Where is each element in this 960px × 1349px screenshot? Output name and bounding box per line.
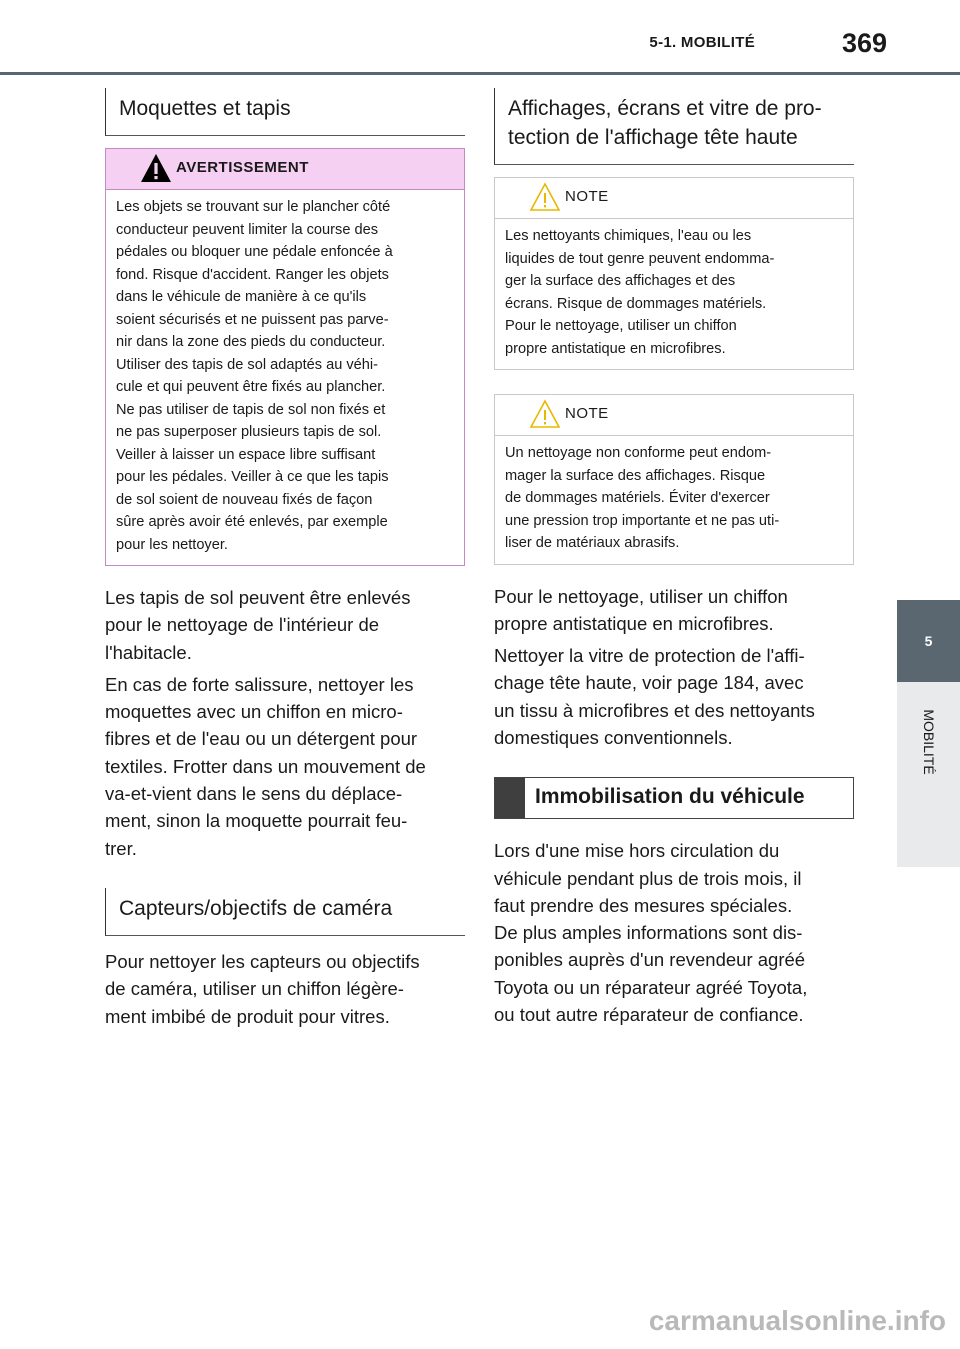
text-line: Pour le nettoyage, utiliser un chiffon (505, 318, 737, 334)
text-line: ment imbibé de produit pour vitres. (105, 1005, 390, 1027)
text-line: ment, sinon la moquette pourrait feu- (105, 810, 408, 832)
text-line: pour les pédales. Veiller à ce que les tapis (116, 469, 389, 485)
paragraph-carpets-removable (105, 584, 465, 666)
warning-triangle-outline-icon (529, 398, 561, 430)
text-line: nir dans la zone des pieds du conducteur. (116, 334, 386, 350)
warning-box-header (106, 149, 464, 190)
text-line: chage tête haute, voir page 184, avec (494, 672, 804, 694)
paragraph-immobilisation (494, 837, 854, 1028)
paragraph-carpets-cleaning (105, 671, 465, 862)
text-line: mager la surface des affichages. Risque (505, 467, 766, 484)
text-line: véhicule pendant plus de trois mois, il (494, 867, 802, 889)
warning-triangle-outline-icon (529, 181, 561, 213)
text-line: Veiller à laisser un espace libre suffisant (116, 446, 376, 463)
text-line: une pression trop importante et ne pas uti- (505, 512, 780, 529)
text-line: trer. (105, 837, 137, 859)
text-line: domestiques conventionnels. (494, 726, 733, 748)
text-line: En cas de forte salissure, nettoyer les (105, 673, 414, 695)
warning-box (105, 148, 465, 566)
text-line: Les objets se trouvant sur le plancher côté (116, 199, 391, 215)
note-text (495, 219, 853, 369)
heading-camera-sensors (105, 888, 465, 936)
text-line: De plus amples informations sont dis- (494, 922, 803, 944)
paragraph-display-cleaning (494, 583, 854, 638)
page-number: 369 (841, 28, 887, 58)
text-line: fond. Risque d'accident. Ranger les objets (116, 266, 389, 283)
text-line: Lors d'une mise hors circulation du (494, 840, 780, 862)
left-column (105, 88, 465, 1035)
text-line: soient sécurisés et ne puissent pas parve- (116, 311, 389, 328)
text-line: Utiliser des tapis de sol adaptés au véhi- (116, 356, 379, 373)
heading-displays (494, 88, 854, 165)
text-line: l'habitacle. (105, 641, 192, 663)
text-line: de caméra, utiliser un chiffon légère- (105, 978, 404, 1000)
text-line: propre antistatique en microfibres. (505, 340, 726, 357)
text-line: Ne pas utiliser de tapis de sol non fixés et (116, 401, 386, 418)
text-line: pédales ou bloquer une pédale enfoncée à (116, 244, 393, 260)
text-line: Pour le nettoyage, utiliser un chiffon (494, 585, 788, 607)
right-column (494, 88, 854, 1033)
text-line: pour le nettoyage de l'intérieur de (105, 614, 380, 636)
text-line: sûre après avoir été enlevés, par exemple (116, 514, 388, 530)
text-line: ponibles auprès d'un revendeur agréé (494, 949, 806, 971)
text-line: conducteur peuvent limiter la course des (116, 221, 379, 238)
text-line: Pour nettoyer les capteurs ou objectifs (105, 950, 420, 972)
text-line: Les tapis de sol peuvent être enlevés (105, 587, 411, 608)
text-line: cule et qui peuvent être fixés au plancher. (116, 379, 386, 395)
header-rule (0, 72, 960, 75)
text-line: liquides de tout genre peuvent endomma- (505, 250, 775, 267)
text-line: pour les nettoyer. (116, 536, 228, 553)
text-line: va-et-vient dans le sens du déplace- (105, 783, 403, 805)
text-line: liser de matériaux abrasifs. (505, 535, 680, 551)
note-title: NOTE (565, 188, 609, 205)
note-text (495, 436, 853, 564)
text-line: dans le véhicule de manière à ce qu'ils (116, 289, 367, 305)
text-line: faut prendre des mesures spéciales. (494, 894, 793, 916)
heading-carpets-text: Moquettes et tapis (119, 97, 291, 120)
text-line: ger la surface des affichages et des (505, 273, 736, 289)
heading-line: tection de l'affichage tête haute (508, 126, 798, 149)
section-heading-text: Immobilisation du véhicule (535, 785, 805, 809)
text-line: un tissu à microfibres et des nettoyants (494, 699, 815, 721)
watermark: carmanualsonline.info (648, 1305, 946, 1336)
heading-camera-sensors-text: Capteurs/objectifs de caméra (119, 896, 393, 920)
note-box-header (495, 178, 853, 219)
text-line: propre antistatique en microfibres. (494, 612, 774, 634)
text-line: de dommages matériels. Éviter d'exercer (505, 490, 770, 506)
text-line: Nettoyer la vitre de protection de l'affi- (494, 645, 805, 667)
warning-title: AVERTISSEMENT (176, 159, 309, 176)
text-line: ou tout autre réparateur de confiance. (494, 1004, 804, 1026)
text-line: ne pas superposer plusieurs tapis de sol. (116, 424, 382, 440)
text-line: écrans. Risque de dommages matériels. (505, 295, 767, 312)
note-box (494, 177, 854, 370)
section-heading-immobilisation (494, 777, 854, 819)
warning-text (106, 190, 464, 565)
heading-line: Affichages, écrans et vitre de pro- (508, 97, 822, 120)
section-heading-bar (495, 778, 525, 818)
chapter-label: MOBILITÉ (921, 709, 937, 775)
text-line: fibres et de l'eau ou un détergent pour (105, 728, 418, 750)
text-line: Les nettoyants chimiques, l'eau ou les (505, 228, 752, 244)
text-line: textiles. Frotter dans un mouvement de (105, 755, 426, 777)
text-line: Un nettoyage non conforme peut endom- (505, 445, 772, 461)
note-box-header (495, 395, 853, 436)
note-title: NOTE (565, 405, 609, 422)
text-line: de sol soient de nouveau fixés de façon (116, 491, 373, 508)
running-header-section: 5-1. MOBILITÉ (649, 34, 755, 51)
paragraph-camera-cleaning (105, 948, 465, 1030)
chapter-tab (897, 600, 960, 682)
chapter-number: 5 (924, 633, 933, 649)
warning-triangle-filled-icon (140, 152, 172, 184)
heading-carpets (105, 88, 465, 136)
paragraph-hud-glass (494, 642, 854, 751)
text-line: Toyota ou un réparateur agréé Toyota, (494, 976, 808, 998)
text-line: moquettes avec un chiffon en micro- (105, 701, 403, 723)
note-box (494, 394, 854, 565)
